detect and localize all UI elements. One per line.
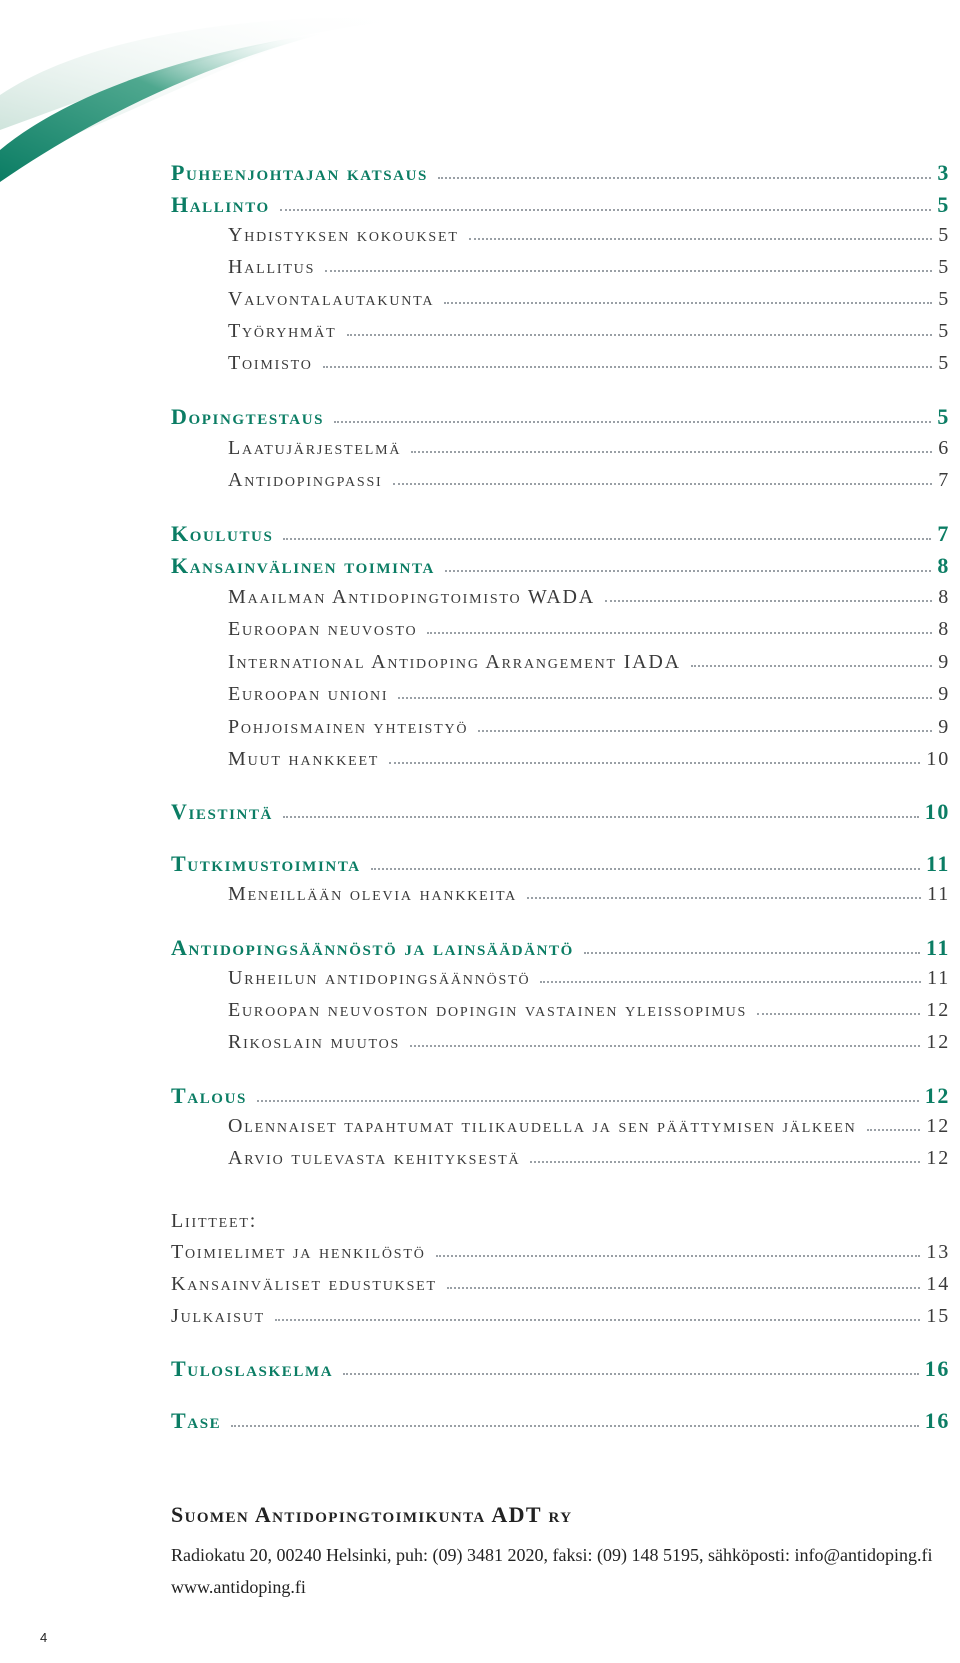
- dot-leader: [325, 269, 932, 272]
- toc-page: 5: [938, 320, 950, 342]
- toc-page: 8: [937, 553, 950, 578]
- toc-page: 3: [937, 160, 950, 185]
- toc-page: 9: [938, 683, 950, 705]
- toc-page: 6: [938, 437, 950, 459]
- toc-page: 5: [937, 192, 950, 217]
- dot-leader: [280, 208, 932, 211]
- toc-title: Antidopingpassi: [228, 469, 383, 491]
- toc-page: 8: [938, 618, 950, 640]
- toc-entry[interactable]: [228, 883, 950, 906]
- toc-entry[interactable]: [228, 256, 950, 279]
- organization-name: Suomen Antidopingtoimikunta ADT ry: [171, 1502, 573, 1527]
- toc-title: Euroopan unioni: [228, 683, 389, 705]
- toc-title: Meneillään olevia hankkeita: [228, 883, 518, 905]
- dot-leader: [427, 631, 932, 634]
- toc-entry[interactable]: [171, 521, 950, 547]
- toc-entry[interactable]: [171, 1305, 950, 1328]
- toc-title: Viestintä: [171, 799, 273, 824]
- toc-title: Hallitus: [228, 256, 316, 278]
- toc-page: 16: [924, 1356, 950, 1381]
- toc-page: 16: [924, 1408, 950, 1433]
- toc-entry[interactable]: [228, 469, 950, 492]
- toc-entry[interactable]: [228, 683, 950, 706]
- toc-page: 11: [926, 851, 950, 876]
- toc-title: Euroopan neuvoston dopingin vastainen yleissopimus: [228, 999, 748, 1021]
- toc-page: 8: [938, 586, 950, 608]
- dot-leader: [257, 1099, 919, 1102]
- dot-leader: [347, 333, 933, 336]
- toc-title: Laatujärjestelmä: [228, 437, 402, 459]
- toc-entry[interactable]: [171, 1241, 950, 1264]
- toc-title: Kansainvälinen toiminta: [171, 553, 435, 578]
- toc-page: 11: [926, 935, 950, 960]
- toc-entry[interactable]: [228, 618, 950, 641]
- toc-page: 5: [938, 224, 950, 246]
- toc-entry[interactable]: [228, 437, 950, 460]
- dot-leader: [527, 896, 921, 899]
- toc-page: 13: [926, 1241, 950, 1263]
- toc-page: 12: [926, 1115, 950, 1137]
- toc-entry[interactable]: [228, 999, 950, 1022]
- toc-title: Rikoslain muutos: [228, 1031, 401, 1053]
- toc-title: Euroopan neuvosto: [228, 618, 418, 640]
- dot-leader: [231, 1424, 919, 1427]
- toc-title: Pohjoismainen yhteistyö: [228, 716, 469, 738]
- toc-title: Antidopingsäännöstö ja lainsäädäntö: [171, 935, 574, 960]
- toc-entry[interactable]: [171, 799, 950, 825]
- dot-leader: [393, 482, 933, 485]
- dot-leader: [757, 1012, 920, 1015]
- toc-entry[interactable]: [228, 320, 950, 343]
- toc-title: Toimisto: [228, 352, 313, 374]
- dot-leader: [867, 1128, 921, 1131]
- dot-leader: [584, 951, 920, 954]
- toc-entry[interactable]: [228, 586, 950, 609]
- toc-title: Maailman Antidopingtoimisto WADA: [228, 586, 596, 608]
- toc-entry[interactable]: [228, 352, 950, 375]
- toc-entry[interactable]: [171, 935, 950, 961]
- dot-leader: [283, 815, 919, 818]
- toc-entry[interactable]: [228, 1031, 950, 1054]
- toc-page: 12: [926, 1031, 950, 1053]
- dot-leader: [436, 1254, 921, 1257]
- toc-entry[interactable]: [228, 716, 950, 739]
- toc-title: Valvontalautakunta: [228, 288, 435, 310]
- toc-entry[interactable]: [171, 1273, 950, 1296]
- toc-title: Työryhmät: [228, 320, 337, 342]
- toc-title: International Antidoping Arrangement IADA: [228, 651, 681, 673]
- dot-leader: [445, 569, 932, 572]
- toc-title: Talous: [171, 1083, 247, 1108]
- dot-leader: [411, 450, 932, 453]
- dot-leader: [371, 867, 920, 870]
- dot-leader: [283, 537, 931, 540]
- dot-leader: [343, 1372, 919, 1375]
- toc-entry[interactable]: [171, 851, 950, 877]
- toc-entry[interactable]: [171, 192, 950, 218]
- toc-page: 9: [938, 651, 950, 673]
- toc-page: 10: [926, 748, 950, 770]
- toc-page: 9: [938, 716, 950, 738]
- dot-leader: [605, 599, 932, 602]
- toc-entry[interactable]: [228, 224, 950, 247]
- dot-leader: [444, 301, 932, 304]
- toc-entry[interactable]: [171, 1408, 950, 1434]
- toc-page: 7: [938, 469, 950, 491]
- toc-page: 5: [937, 404, 950, 429]
- toc-title: Tutkimustoiminta: [171, 851, 361, 876]
- dot-leader: [398, 696, 932, 699]
- toc-entry[interactable]: [228, 967, 950, 990]
- dot-leader: [410, 1044, 920, 1047]
- dot-leader: [389, 761, 920, 764]
- dot-leader: [478, 729, 932, 732]
- dot-leader: [323, 365, 932, 368]
- toc-page: 15: [926, 1305, 950, 1327]
- toc-title: Tase: [171, 1408, 222, 1433]
- toc-page: 12: [926, 1147, 950, 1169]
- dot-leader: [540, 980, 921, 983]
- toc-page: 5: [938, 256, 950, 278]
- dot-leader: [275, 1318, 920, 1321]
- toc-page: 11: [927, 967, 950, 989]
- contact-address: Radiokatu 20, 00240 Helsinki, puh: (09) 3481 2020, faksi: (09) 148 5195, sähköposti: info@antidoping.fi: [171, 1545, 933, 1565]
- toc-page: 5: [938, 288, 950, 310]
- dot-leader: [530, 1160, 920, 1163]
- page-number: 4: [40, 1630, 48, 1645]
- dot-leader: [334, 420, 931, 423]
- dot-leader: [438, 176, 931, 179]
- toc-title: Arvio tulevasta kehityksestä: [228, 1147, 521, 1169]
- toc-entry[interactable]: [171, 1083, 950, 1109]
- toc-entry[interactable]: [171, 1356, 950, 1382]
- toc-title: Muut hankkeet: [228, 748, 380, 770]
- dot-leader: [469, 237, 933, 240]
- toc-title: Urheilun antidopingsäännöstö: [228, 967, 531, 989]
- toc-title: Tuloslaskelma: [171, 1356, 334, 1381]
- toc-page: 11: [927, 883, 950, 905]
- toc-page: 10: [924, 799, 950, 824]
- toc-page: 14: [926, 1273, 950, 1295]
- toc-entry[interactable]: [228, 1147, 950, 1170]
- toc-page: 5: [938, 352, 950, 374]
- toc-entry[interactable]: [228, 1115, 950, 1138]
- toc-title: Olennaiset tapahtumat tilikaudella ja sen päättymisen jälkeen: [228, 1115, 857, 1137]
- toc-title: Yhdistyksen kokoukset: [228, 224, 459, 246]
- dot-leader: [447, 1286, 921, 1289]
- toc-title: Koulutus: [171, 521, 274, 546]
- toc-page: 7: [937, 521, 950, 546]
- toc-title: Kansainväliset edustukset: [171, 1273, 437, 1295]
- toc-entry[interactable]: [228, 748, 950, 771]
- toc-entry[interactable]: [171, 553, 950, 579]
- toc-title: Puheenjohtajan katsaus: [171, 160, 428, 185]
- toc-entry[interactable]: [171, 404, 950, 430]
- toc-title: Dopingtestaus: [171, 404, 325, 429]
- toc-entry[interactable]: [228, 288, 950, 311]
- dot-leader: [691, 664, 932, 667]
- toc-title: Julkaisut: [171, 1305, 265, 1327]
- toc-page: 12: [926, 999, 950, 1021]
- toc-entry[interactable]: [228, 651, 950, 674]
- toc-title: Hallinto: [171, 192, 270, 217]
- toc-entry[interactable]: [171, 160, 950, 186]
- appendix-heading: Liitteet:: [171, 1210, 258, 1232]
- toc-page: 12: [924, 1083, 950, 1108]
- website-link[interactable]: www.antidoping.fi: [171, 1577, 306, 1597]
- toc-title: Toimielimet ja henkilöstö: [171, 1241, 426, 1263]
